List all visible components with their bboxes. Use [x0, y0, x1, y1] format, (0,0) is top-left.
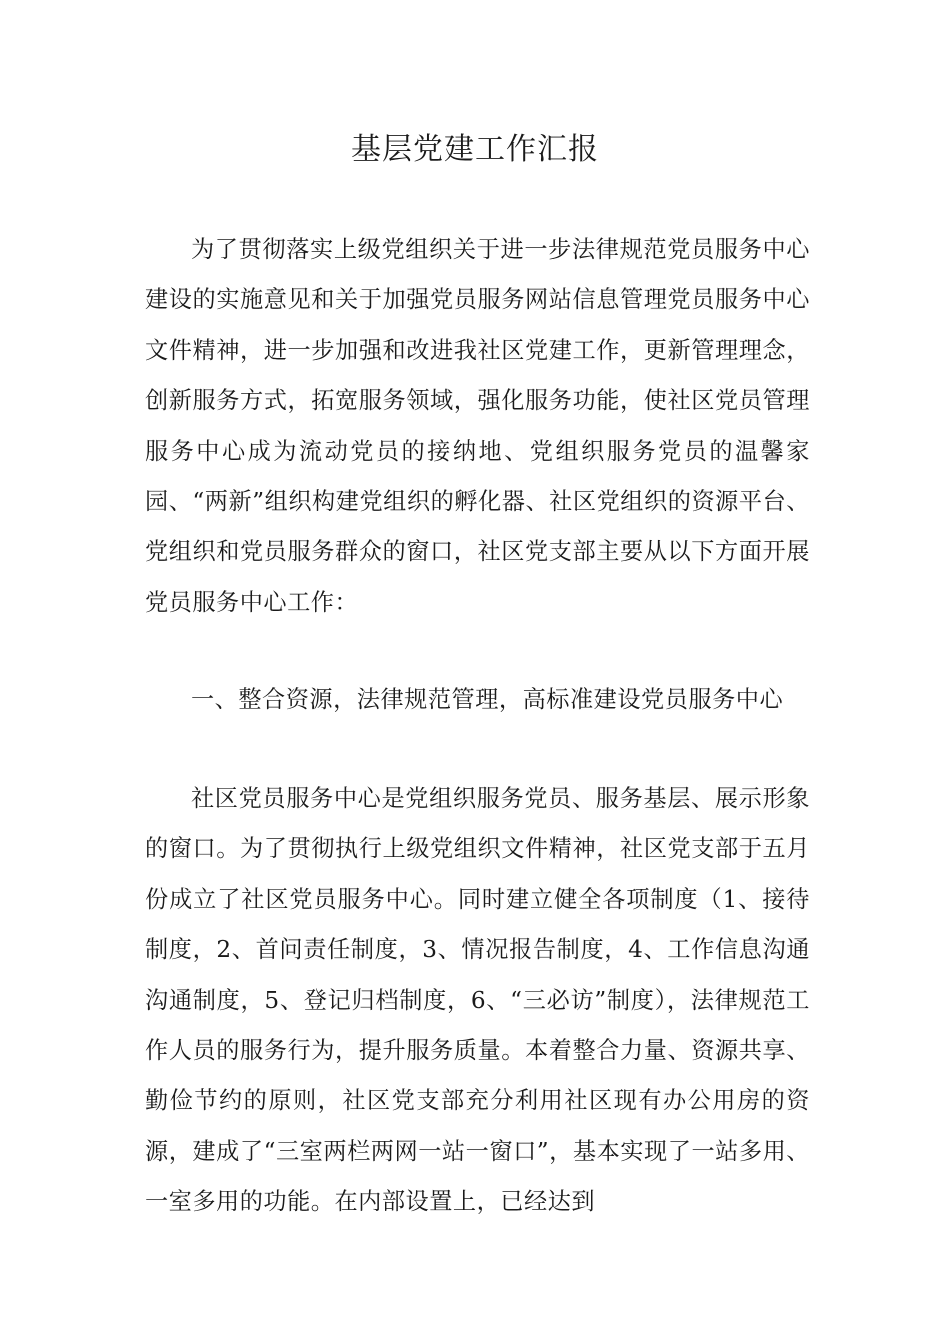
document-title: 基层党建工作汇报: [351, 132, 599, 167]
paragraph-section-1: 社区党员服务中心是党组织服务党员、服务基层、展示形象的窗口。为了贯彻执行上级党组织文件精神，社区党支部于五月份成立了社区党员服务中心。同时建立健全各项制度（1、接待制度，2、首问责任制度，3、情况报告制度，4、工作信息沟通沟通制度，5、登记归档制度，6、“三必访”制度），法律规范工作人员的服务行为，提升服务质量。本着整合力量、资源共享、勤俭节约的原则，社区党支部充分利用社区现有办公用房的资源，建成了“三室两栏两网一站一窗口”，基本实现了一站多用、一室多用的功能。在内部设置上，已经达到: [145, 785, 810, 1216]
paragraph-intro: 为了贯彻落实上级党组织关于进一步法律规范党员服务中心建设的实施意见和关于加强党员服务网站信息管理党员服务中心文件精神，进一步加强和改进我社区党建工作，更新管理理念，创新服务方式，拓宽服务领域，强化服务功能，使社区党员管理服务中心成为流动党员的接纳地、党组织服务党员的温馨家园、“两新”组织构建党组织的孵化器、社区党组织的资源平台、党组织和党员服务群众的窗口，社区党支部主要从以下方面开展党员服务中心工作：: [145, 236, 810, 616]
section-heading-1: 一、整合资源，法律规范管理，高标准建设党员服务中心: [191, 686, 784, 713]
